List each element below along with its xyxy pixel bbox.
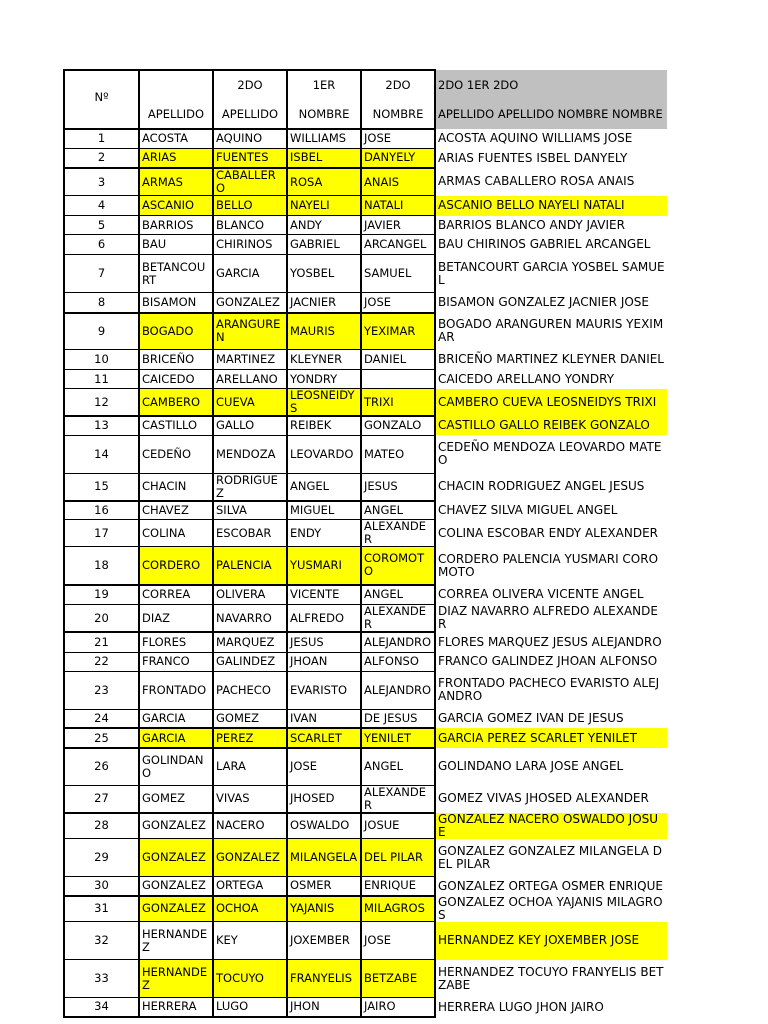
primer-nombre-cell: FRANYELIS — [287, 960, 361, 998]
table-row — [64, 389, 667, 417]
header-1er-nombre-bottom: NOMBRE — [298, 106, 350, 121]
table-row — [64, 501, 667, 520]
segundo-apellido-cell: MARTINEZ — [213, 350, 287, 370]
segundo-apellido-cell: NACERO — [213, 813, 287, 839]
full-name-cell: BRICEÑO MARTINEZ KLEYNER DANIEL — [435, 350, 667, 370]
table-row — [64, 473, 667, 501]
table-row — [64, 813, 667, 839]
row-number-cell: 1 — [64, 129, 139, 148]
primer-nombre-cell: JHOSED — [287, 785, 361, 813]
table-row — [64, 896, 667, 922]
apellido-cell: ACOSTA — [139, 129, 213, 148]
apellido-cell: BARRIOS — [139, 216, 213, 235]
row-number-cell: 22 — [64, 652, 139, 671]
primer-nombre-cell: ANGEL — [287, 473, 361, 501]
apellido-cell: HERNANDEZ — [139, 960, 213, 998]
segundo-nombre-cell: DANIEL — [361, 350, 435, 370]
full-name-cell: COLINA ESCOBAR ENDY ALEXANDER — [435, 520, 667, 547]
apellido-cell: ARMAS — [139, 168, 213, 196]
table-row — [64, 728, 667, 748]
segundo-nombre-cell: DEL PILAR — [361, 839, 435, 877]
header-2do-apellido-top: 2DO — [237, 77, 263, 92]
segundo-apellido-cell: MARQUEZ — [213, 632, 287, 652]
primer-nombre-cell: IVAN — [287, 709, 361, 728]
segundo-apellido-cell: CHIRINOS — [213, 235, 287, 255]
segundo-nombre-cell: MILAGROS — [361, 896, 435, 922]
apellido-cell: CHACIN — [139, 473, 213, 501]
apellido-cell: BETANCOURT — [139, 255, 213, 293]
segundo-nombre-cell: ANGEL — [361, 501, 435, 520]
primer-nombre-cell: MAURIS — [287, 313, 361, 350]
row-number-cell: 12 — [64, 389, 139, 417]
primer-nombre-cell: ROSA — [287, 168, 361, 196]
row-number-cell: 33 — [64, 960, 139, 998]
table-row — [64, 585, 667, 605]
table-row — [64, 435, 667, 473]
row-number-cell: 34 — [64, 998, 139, 1017]
row-number-cell: 16 — [64, 501, 139, 520]
full-name-cell: BARRIOS BLANCO ANDY JAVIER — [435, 216, 667, 235]
segundo-nombre-cell: BETZABE — [361, 960, 435, 998]
table-row — [64, 605, 667, 633]
segundo-nombre-cell: ALEXANDER — [361, 520, 435, 547]
full-name-cell: GARCIA GOMEZ IVAN DE JESUS — [435, 709, 667, 728]
segundo-nombre-cell: ARCANGEL — [361, 235, 435, 255]
row-number-cell: 2 — [64, 148, 139, 168]
primer-nombre-cell: OSWALDO — [287, 813, 361, 839]
row-number-cell: 29 — [64, 839, 139, 877]
primer-nombre-cell: JHON — [287, 998, 361, 1017]
header-full-name-bottom: APELLIDO APELLIDO NOMBRE NOMBRE — [438, 106, 663, 121]
header-1er-nombre — [287, 70, 361, 129]
table-row — [64, 196, 667, 216]
table-row — [64, 416, 667, 435]
segundo-nombre-cell: YENILET — [361, 728, 435, 748]
full-name-cell: GONZALEZ NACERO OSWALDO JOSUE — [435, 813, 667, 839]
apellido-cell: CAMBERO — [139, 389, 213, 417]
full-name-cell: ACOSTA AQUINO WILLIAMS JOSE — [435, 129, 667, 148]
table-row — [64, 632, 667, 652]
segundo-nombre-cell — [361, 370, 435, 389]
table-row — [64, 520, 667, 547]
row-number-cell: 27 — [64, 785, 139, 813]
table-row — [64, 313, 667, 350]
segundo-nombre-cell: JAIRO — [361, 998, 435, 1017]
apellido-cell: GONZALEZ — [139, 877, 213, 896]
row-number-cell: 32 — [64, 922, 139, 960]
apellido-cell: FRANCO — [139, 652, 213, 671]
primer-nombre-cell: ENDY — [287, 520, 361, 547]
segundo-nombre-cell: ALEXANDER — [361, 605, 435, 633]
apellido-cell: CHAVEZ — [139, 501, 213, 520]
full-name-cell: CHACIN RODRIGUEZ ANGEL JESUS — [435, 473, 667, 501]
primer-nombre-cell: YUSMARI — [287, 547, 361, 585]
full-name-cell: BAU CHIRINOS GABRIEL ARCANGEL — [435, 235, 667, 255]
primer-nombre-cell: JESUS — [287, 632, 361, 652]
table-body — [64, 129, 667, 1017]
row-number-cell: 6 — [64, 235, 139, 255]
row-number-cell: 5 — [64, 216, 139, 235]
primer-nombre-cell: KLEYNER — [287, 350, 361, 370]
apellido-cell: FRONTADO — [139, 671, 213, 709]
table-row — [64, 293, 667, 313]
segundo-nombre-cell: MATEO — [361, 435, 435, 473]
primer-nombre-cell: JACNIER — [287, 293, 361, 313]
segundo-nombre-cell: DANYELY — [361, 148, 435, 168]
apellido-cell: CAICEDO — [139, 370, 213, 389]
full-name-cell: ARIAS FUENTES ISBEL DANYELY — [435, 148, 667, 168]
apellido-cell: GONZALEZ — [139, 839, 213, 877]
apellido-cell: BAU — [139, 235, 213, 255]
header-num-label: Nº — [94, 90, 109, 104]
primer-nombre-cell: WILLIAMS — [287, 129, 361, 148]
apellido-cell: GARCIA — [139, 728, 213, 748]
row-number-cell: 15 — [64, 473, 139, 501]
header-2do-apellido — [213, 70, 287, 129]
header-apellido-top — [142, 76, 210, 94]
apellido-cell: BOGADO — [139, 313, 213, 350]
table-row — [64, 547, 667, 585]
header-apellido-bottom: APELLIDO — [147, 106, 205, 121]
apellido-cell: GOLINDANO — [139, 748, 213, 785]
row-number-cell: 19 — [64, 585, 139, 605]
primer-nombre-cell: JHOAN — [287, 652, 361, 671]
apellido-cell: ASCANIO — [139, 196, 213, 216]
full-name-cell: GARCIA PEREZ SCARLET YENILET — [435, 728, 667, 748]
primer-nombre-cell: EVARISTO — [287, 671, 361, 709]
segundo-apellido-cell: FUENTES — [213, 148, 287, 168]
row-number-cell: 9 — [64, 313, 139, 350]
apellido-cell: COLINA — [139, 520, 213, 547]
row-number-cell: 8 — [64, 293, 139, 313]
row-number-cell: 28 — [64, 813, 139, 839]
segundo-apellido-cell: MENDOZA — [213, 435, 287, 473]
row-number-cell: 13 — [64, 416, 139, 435]
primer-nombre-cell: OSMER — [287, 877, 361, 896]
header-num — [64, 70, 139, 129]
primer-nombre-cell: SCARLET — [287, 728, 361, 748]
segundo-nombre-cell: ANGEL — [361, 585, 435, 605]
full-name-cell: GONZALEZ ORTEGA OSMER ENRIQUE — [435, 877, 667, 896]
header-full-name — [435, 70, 667, 129]
primer-nombre-cell: GABRIEL — [287, 235, 361, 255]
full-name-cell: GONZALEZ GONZALEZ MILANGELA DEL PILAR — [435, 839, 667, 877]
table-row — [64, 168, 667, 196]
primer-nombre-cell: ISBEL — [287, 148, 361, 168]
segundo-apellido-cell: VIVAS — [213, 785, 287, 813]
segundo-apellido-cell: LUGO — [213, 998, 287, 1017]
segundo-apellido-cell: RODRIGUEZ — [213, 473, 287, 501]
apellido-cell: BRICEÑO — [139, 350, 213, 370]
full-name-cell: BETANCOURT GARCIA YOSBEL SAMUEL — [435, 255, 667, 293]
row-number-cell: 18 — [64, 547, 139, 585]
segundo-apellido-cell: GALLO — [213, 416, 287, 435]
primer-nombre-cell: NAYELI — [287, 196, 361, 216]
segundo-apellido-cell: ARANGUREN — [213, 313, 287, 350]
full-name-cell: HERRERA LUGO JHON JAIRO — [435, 998, 667, 1017]
header-1er-nombre-top: 1ER — [312, 77, 336, 92]
full-name-cell: CORDERO PALENCIA YUSMARI COROMOTO — [435, 547, 667, 585]
row-number-cell: 21 — [64, 632, 139, 652]
primer-nombre-cell: YONDRY — [287, 370, 361, 389]
segundo-nombre-cell: JOSE — [361, 922, 435, 960]
table-row — [64, 129, 667, 148]
table-row — [64, 748, 667, 785]
segundo-apellido-cell: TOCUYO — [213, 960, 287, 998]
row-number-cell: 25 — [64, 728, 139, 748]
full-name-cell: HERNANDEZ KEY JOXEMBER JOSE — [435, 922, 667, 960]
full-name-cell: CAMBERO CUEVA LEOSNEIDYS TRIXI — [435, 389, 667, 417]
primer-nombre-cell: YOSBEL — [287, 255, 361, 293]
segundo-apellido-cell: AQUINO — [213, 129, 287, 148]
table-row — [64, 235, 667, 255]
full-name-cell: BISAMON GONZALEZ JACNIER JOSE — [435, 293, 667, 313]
table-row — [64, 671, 667, 709]
segundo-nombre-cell: GONZALO — [361, 416, 435, 435]
segundo-apellido-cell: GONZALEZ — [213, 293, 287, 313]
full-name-cell: CAICEDO ARELLANO YONDRY — [435, 370, 667, 389]
full-name-cell: CASTILLO GALLO REIBEK GONZALO — [435, 416, 667, 435]
segundo-nombre-cell: NATALI — [361, 196, 435, 216]
primer-nombre-cell: LEOSNEIDYS — [287, 389, 361, 417]
segundo-apellido-cell: GONZALEZ — [213, 839, 287, 877]
student-table — [63, 69, 667, 1018]
segundo-apellido-cell: ESCOBAR — [213, 520, 287, 547]
segundo-apellido-cell: OCHOA — [213, 896, 287, 922]
apellido-cell: HERRERA — [139, 998, 213, 1017]
full-name-cell: GONZALEZ OCHOA YAJANIS MILAGROS — [435, 896, 667, 922]
primer-nombre-cell: MILANGELA — [287, 839, 361, 877]
apellido-cell: GARCIA — [139, 709, 213, 728]
header-row — [64, 70, 667, 129]
apellido-cell: GOMEZ — [139, 785, 213, 813]
segundo-nombre-cell: YEXIMAR — [361, 313, 435, 350]
table-row — [64, 877, 667, 896]
primer-nombre-cell: ALFREDO — [287, 605, 361, 633]
segundo-nombre-cell: ALFONSO — [361, 652, 435, 671]
full-name-cell: GOLINDANO LARA JOSE ANGEL — [435, 748, 667, 785]
apellido-cell: BISAMON — [139, 293, 213, 313]
full-name-cell: GOMEZ VIVAS JHOSED ALEXANDER — [435, 785, 667, 813]
primer-nombre-cell: YAJANIS — [287, 896, 361, 922]
header-2do-nombre — [361, 70, 435, 129]
full-name-cell: HERNANDEZ TOCUYO FRANYELIS BETZABE — [435, 960, 667, 998]
table-row — [64, 652, 667, 671]
segundo-apellido-cell: GOMEZ — [213, 709, 287, 728]
table-row — [64, 839, 667, 877]
header-2do-nombre-bottom: NOMBRE — [372, 106, 424, 121]
apellido-cell: DIAZ — [139, 605, 213, 633]
segundo-apellido-cell: PACHECO — [213, 671, 287, 709]
apellido-cell: CEDEÑO — [139, 435, 213, 473]
apellido-cell: CASTILLO — [139, 416, 213, 435]
segundo-apellido-cell: CABALLERO — [213, 168, 287, 196]
table-row — [64, 350, 667, 370]
table-row — [64, 148, 667, 168]
full-name-cell: ARMAS CABALLERO ROSA ANAIS — [435, 168, 667, 196]
primer-nombre-cell: MIGUEL — [287, 501, 361, 520]
segundo-nombre-cell: JAVIER — [361, 216, 435, 235]
segundo-apellido-cell: PALENCIA — [213, 547, 287, 585]
full-name-cell: FLORES MARQUEZ JESUS ALEJANDRO — [435, 632, 667, 652]
full-name-cell: ASCANIO BELLO NAYELI NATALI — [435, 196, 667, 216]
segundo-apellido-cell: CUEVA — [213, 389, 287, 417]
segundo-nombre-cell: ALEXANDER — [361, 785, 435, 813]
row-number-cell: 30 — [64, 877, 139, 896]
segundo-nombre-cell: TRIXI — [361, 389, 435, 417]
segundo-apellido-cell: ARELLANO — [213, 370, 287, 389]
row-number-cell: 10 — [64, 350, 139, 370]
primer-nombre-cell: JOSE — [287, 748, 361, 785]
apellido-cell: ARIAS — [139, 148, 213, 168]
segundo-nombre-cell: ANAIS — [361, 168, 435, 196]
segundo-nombre-cell: JOSUE — [361, 813, 435, 839]
segundo-apellido-cell: BLANCO — [213, 216, 287, 235]
segundo-apellido-cell: SILVA — [213, 501, 287, 520]
segundo-nombre-cell: ALEJANDRO — [361, 632, 435, 652]
table-row — [64, 370, 667, 389]
apellido-cell: GONZALEZ — [139, 896, 213, 922]
row-number-cell: 14 — [64, 435, 139, 473]
primer-nombre-cell: ANDY — [287, 216, 361, 235]
segundo-nombre-cell: COROMOTO — [361, 547, 435, 585]
segundo-apellido-cell: ORTEGA — [213, 877, 287, 896]
segundo-apellido-cell: BELLO — [213, 196, 287, 216]
segundo-nombre-cell: JOSE — [361, 293, 435, 313]
apellido-cell: CORDERO — [139, 547, 213, 585]
segundo-nombre-cell: ENRIQUE — [361, 877, 435, 896]
segundo-apellido-cell: NAVARRO — [213, 605, 287, 633]
apellido-cell: HERNANDEZ — [139, 922, 213, 960]
row-number-cell: 26 — [64, 748, 139, 785]
primer-nombre-cell: REIBEK — [287, 416, 361, 435]
spreadsheet — [63, 69, 667, 1018]
row-number-cell: 4 — [64, 196, 139, 216]
row-number-cell: 24 — [64, 709, 139, 728]
row-number-cell: 17 — [64, 520, 139, 547]
primer-nombre-cell: VICENTE — [287, 585, 361, 605]
segundo-apellido-cell: GARCIA — [213, 255, 287, 293]
full-name-cell: CHAVEZ SILVA MIGUEL ANGEL — [435, 501, 667, 520]
apellido-cell: CORREA — [139, 585, 213, 605]
row-number-cell: 7 — [64, 255, 139, 293]
segundo-nombre-cell: SAMUEL — [361, 255, 435, 293]
row-number-cell: 3 — [64, 168, 139, 196]
apellido-cell: GONZALEZ — [139, 813, 213, 839]
full-name-cell: DIAZ NAVARRO ALFREDO ALEXANDER — [435, 605, 667, 633]
full-name-cell: FRONTADO PACHECO EVARISTO ALEJANDRO — [435, 671, 667, 709]
segundo-apellido-cell: LARA — [213, 748, 287, 785]
header-2do-nombre-top: 2DO — [385, 77, 411, 92]
full-name-cell: FRANCO GALINDEZ JHOAN ALFONSO — [435, 652, 667, 671]
segundo-apellido-cell: OLIVERA — [213, 585, 287, 605]
row-number-cell: 20 — [64, 605, 139, 633]
apellido-cell: FLORES — [139, 632, 213, 652]
segundo-nombre-cell: JOSE — [361, 129, 435, 148]
segundo-nombre-cell: DE JESUS — [361, 709, 435, 728]
header-apellido — [139, 70, 213, 129]
full-name-cell: CEDEÑO MENDOZA LEOVARDO MATEO — [435, 435, 667, 473]
table-row — [64, 922, 667, 960]
segundo-apellido-cell: GALINDEZ — [213, 652, 287, 671]
table-row — [64, 216, 667, 235]
table-row — [64, 998, 667, 1017]
segundo-nombre-cell: JESUS — [361, 473, 435, 501]
table-row — [64, 709, 667, 728]
row-number-cell: 31 — [64, 896, 139, 922]
header-2do-apellido-bottom: APELLIDO — [221, 106, 279, 121]
segundo-apellido-cell: KEY — [213, 922, 287, 960]
table-row — [64, 960, 667, 998]
segundo-nombre-cell: ANGEL — [361, 748, 435, 785]
table-row — [64, 785, 667, 813]
row-number-cell: 23 — [64, 671, 139, 709]
segundo-nombre-cell: ALEJANDRO — [361, 671, 435, 709]
row-number-cell: 11 — [64, 370, 139, 389]
primer-nombre-cell: LEOVARDO — [287, 435, 361, 473]
segundo-apellido-cell: PEREZ — [213, 728, 287, 748]
header-full-name-top: 2DO 1ER 2DO — [438, 77, 519, 92]
full-name-cell: BOGADO ARANGUREN MAURIS YEXIMAR — [435, 313, 667, 350]
table-row — [64, 255, 667, 293]
primer-nombre-cell: JOXEMBER — [287, 922, 361, 960]
full-name-cell: CORREA OLIVERA VICENTE ANGEL — [435, 585, 667, 605]
